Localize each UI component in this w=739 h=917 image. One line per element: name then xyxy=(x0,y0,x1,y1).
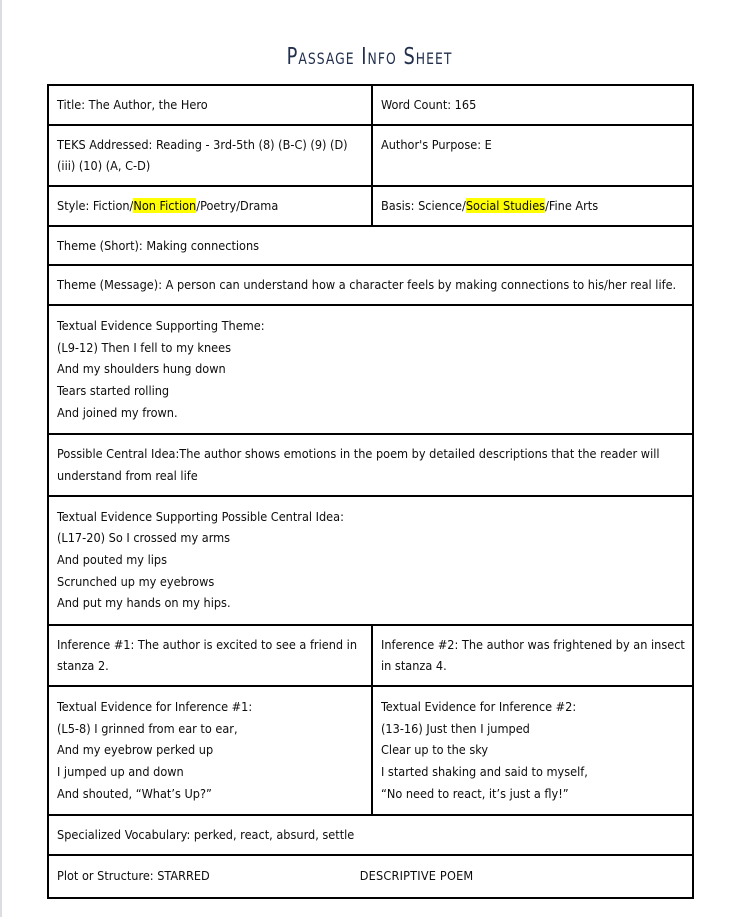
cell-possible-central-idea: Possible Central Idea:The author shows emotions in the poem by detailed descriptions that the reader will understand from real life xyxy=(57,446,660,483)
cell-style xyxy=(49,187,373,225)
cell-plot-structure xyxy=(49,856,692,897)
evidence-central-idea-line: Scrunched up my eyebrows xyxy=(57,573,215,589)
evidence-central-idea-block xyxy=(57,506,685,614)
basis-suffix: /Fine Arts xyxy=(545,197,599,213)
table-row-central-idea xyxy=(49,435,692,496)
basis-highlight: Social Studies xyxy=(465,197,546,213)
cell-inference-2: Inference #2: The author was frightened by an insect in stanza 4. xyxy=(381,636,685,674)
evidence-inference-2-line: (13-16) Just then I jumped xyxy=(381,720,530,736)
cell-evidence-inference-2 xyxy=(373,687,692,814)
style-suffix: /Poetry/Drama xyxy=(196,197,279,213)
table-row-plot-structure xyxy=(49,856,692,897)
evidence-inference-2-line: Clear up to the sky xyxy=(381,742,489,758)
cell-teks-addressed: TEKS Addressed: Reading - 3rd-5th (8) (B-C) (9) (D) (iii) (10) (A, C-D) xyxy=(49,126,373,185)
cell-passage-title: Title: The Author, the Hero xyxy=(49,86,373,124)
evidence-theme-line: (L9-12) Then I fell to my knees xyxy=(57,339,232,355)
cell-theme-message: Theme (Message): A person can understand how a character feels by making connections to his/her real life. xyxy=(57,277,677,293)
evidence-central-idea-heading: Textual Evidence Supporting Possible Central Idea: xyxy=(57,508,344,524)
evidence-theme-line: And joined my frown. xyxy=(57,404,178,420)
evidence-central-idea-line: And put my hands on my hips. xyxy=(57,595,231,611)
evidence-inference-1-line: And my eyebrow perked up xyxy=(57,742,214,758)
plot-structure-label: Plot or Structure: STARRED xyxy=(57,868,210,884)
cell-evidence-inference-1 xyxy=(49,687,373,814)
evidence-inference-2-line: “No need to react, it’s just a fly!” xyxy=(381,785,569,801)
table-row-theme-message xyxy=(49,266,692,306)
evidence-inference-1-block xyxy=(57,696,364,804)
table-row-style-basis xyxy=(49,187,692,227)
evidence-central-idea-line: And pouted my lips xyxy=(57,551,167,567)
evidence-inference-2-heading: Textual Evidence for Inference #2: xyxy=(381,699,577,715)
cell-evidence-theme xyxy=(49,306,692,433)
evidence-inference-1-line: (L5-8) I grinned from ear to ear, xyxy=(57,720,238,736)
table-row-inferences xyxy=(49,626,692,687)
passage-info-table xyxy=(47,84,694,899)
cell-specialized-vocabulary: Specialized Vocabulary: perked, react, absurd, settle xyxy=(57,827,355,843)
style-highlight: Non Fiction xyxy=(133,197,197,213)
page-title: Passage Info Sheet xyxy=(286,44,453,70)
evidence-theme-line: Tears started rolling xyxy=(57,382,170,398)
evidence-inference-1-line: I jumped up and down xyxy=(57,764,184,780)
table-row-teks xyxy=(49,126,692,187)
evidence-inference-2-block xyxy=(381,696,685,804)
evidence-inference-1-line: And shouted, “What’s Up?” xyxy=(57,785,212,801)
page-left-edge xyxy=(0,0,2,917)
cell-inference-1: Inference #1: The author is excited to see a friend in stanza 2. xyxy=(49,626,373,685)
cell-basis xyxy=(373,187,692,225)
plot-structure-row xyxy=(57,865,685,887)
evidence-inference-1-heading: Textual Evidence for Inference #1: xyxy=(57,699,253,715)
evidence-inference-2-line: I started shaking and said to myself, xyxy=(381,764,588,780)
cell-theme-short: Theme (Short): Making connections xyxy=(57,237,260,253)
style-prefix: Style: Fiction/ xyxy=(57,197,134,213)
table-row-theme-short xyxy=(49,227,692,267)
table-row-evidence-theme xyxy=(49,306,692,435)
genre-note: DESCRIPTIVE POEM xyxy=(359,868,474,884)
cell-evidence-central-idea xyxy=(49,497,692,624)
table-row-title xyxy=(49,86,692,126)
cell-authors-purpose: Author's Purpose: E xyxy=(381,136,492,152)
evidence-theme-line: And my shoulders hung down xyxy=(57,361,226,377)
basis-prefix: Basis: Science/ xyxy=(381,197,466,213)
table-row-specialized-vocabulary xyxy=(49,816,692,856)
evidence-theme-block xyxy=(57,315,685,423)
evidence-central-idea-line: (L17-20) So I crossed my arms xyxy=(57,530,231,546)
table-row-inference-evidence xyxy=(49,687,692,816)
evidence-theme-heading: Textual Evidence Supporting Theme: xyxy=(57,317,265,333)
cell-word-count: Word Count: 165 xyxy=(381,97,477,112)
table-row-evidence-central-idea xyxy=(49,497,692,626)
